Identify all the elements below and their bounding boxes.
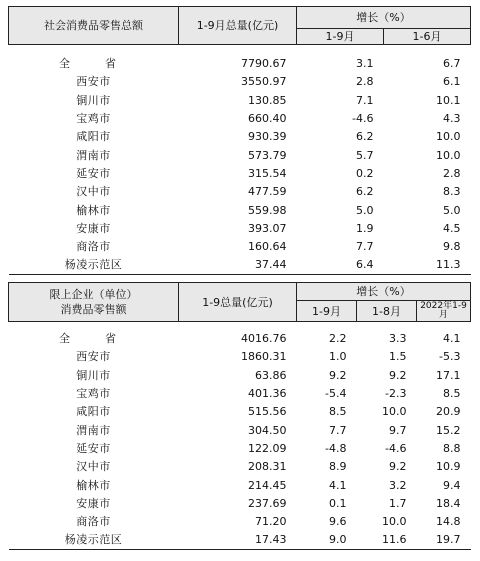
value-cell: 6.1 bbox=[443, 75, 461, 89]
table1-total-header: 1-9月总量(亿元) bbox=[179, 7, 297, 45]
value-cell: 573.79 bbox=[248, 148, 287, 162]
value-cell: 2.8 bbox=[443, 166, 461, 180]
value-cell: 6.4 bbox=[297, 256, 384, 274]
value-cell: 8.8 bbox=[443, 441, 461, 455]
table-row bbox=[9, 219, 471, 237]
region-cell: 商洛市 bbox=[76, 515, 111, 529]
value-cell: 71.20 bbox=[255, 515, 287, 529]
value-cell: 7.7 bbox=[329, 423, 347, 437]
region-cell: 延安市 bbox=[76, 441, 111, 455]
value-cell: 5.7 bbox=[356, 148, 374, 162]
table2-col-2022-1-9: 2022年1-9月 bbox=[417, 301, 471, 322]
value-cell: 10.1 bbox=[436, 93, 461, 107]
value-cell: 401.36 bbox=[248, 387, 287, 401]
table-row bbox=[9, 256, 471, 274]
above-quota-sales-table bbox=[8, 282, 471, 550]
region-cell: 延安市 bbox=[76, 166, 111, 180]
value-cell: 8.3 bbox=[443, 185, 461, 199]
value-cell: 1.0 bbox=[329, 350, 347, 364]
region-cell: 宝鸡市 bbox=[76, 112, 111, 126]
value-cell: 214.45 bbox=[248, 478, 287, 492]
value-cell: 6.7 bbox=[443, 57, 461, 71]
value-cell: -5.3 bbox=[439, 350, 461, 364]
value-cell: 6.2 bbox=[356, 185, 374, 199]
table-row bbox=[9, 494, 471, 512]
value-cell: 4.1 bbox=[329, 478, 347, 492]
value-cell: 9.2 bbox=[329, 368, 347, 382]
table-row bbox=[9, 91, 471, 109]
table-row bbox=[9, 348, 471, 366]
value-cell: 3.2 bbox=[389, 478, 407, 492]
value-cell: 2.2 bbox=[329, 332, 347, 346]
value-cell: 515.56 bbox=[248, 405, 287, 419]
value-cell: 8.5 bbox=[329, 405, 347, 419]
region-cell: 西安市 bbox=[76, 75, 111, 89]
value-cell: 14.8 bbox=[436, 515, 461, 529]
region-cell: 汉中市 bbox=[76, 185, 111, 199]
table2-title-line2: 消费品零售额 bbox=[60, 303, 127, 316]
table-row bbox=[9, 512, 471, 530]
value-cell: 8.5 bbox=[443, 387, 461, 401]
value-cell: 304.50 bbox=[248, 423, 287, 437]
value-cell: 660.40 bbox=[248, 112, 287, 126]
value-cell: 10.0 bbox=[436, 148, 461, 162]
value-cell: 0.2 bbox=[356, 166, 374, 180]
region-cell: 商洛市 bbox=[76, 240, 111, 254]
value-cell: 10.0 bbox=[382, 405, 407, 419]
value-cell: 1.5 bbox=[389, 350, 407, 364]
table-row bbox=[9, 421, 471, 439]
value-cell: 11.6 bbox=[357, 531, 417, 549]
value-cell: 9.0 bbox=[297, 531, 357, 549]
value-cell: 7.1 bbox=[356, 93, 374, 107]
value-cell: 477.59 bbox=[248, 185, 287, 199]
table2-title bbox=[9, 283, 179, 322]
value-cell: 4.3 bbox=[443, 112, 461, 126]
value-cell: 7790.67 bbox=[241, 57, 287, 71]
table-row bbox=[9, 366, 471, 384]
region-cell: 榆林市 bbox=[76, 203, 111, 217]
table-row bbox=[9, 146, 471, 164]
value-cell: 10.0 bbox=[436, 130, 461, 144]
value-cell: -4.6 bbox=[385, 441, 407, 455]
value-cell: 9.8 bbox=[443, 240, 461, 254]
value-cell: 1.7 bbox=[389, 496, 407, 510]
region-cell: 咸阳市 bbox=[76, 130, 111, 144]
table-row bbox=[9, 237, 471, 255]
value-cell: 1.9 bbox=[356, 221, 374, 235]
region-cell: 铜川市 bbox=[76, 93, 111, 107]
value-cell: 7.7 bbox=[356, 240, 374, 254]
table-row bbox=[9, 384, 471, 402]
table-row bbox=[9, 128, 471, 146]
table-row bbox=[9, 73, 471, 91]
table2-title-line1: 限上企业（单位） bbox=[49, 288, 138, 301]
value-cell: 11.3 bbox=[384, 256, 471, 274]
region-cell: 全 省 bbox=[59, 57, 128, 71]
region-cell: 铜川市 bbox=[76, 368, 111, 382]
value-cell: 3550.97 bbox=[241, 75, 287, 89]
table-row bbox=[9, 183, 471, 201]
value-cell: 4.5 bbox=[443, 221, 461, 235]
table1-title: 社会消费品零售总额 bbox=[9, 7, 179, 45]
value-cell: 2.8 bbox=[356, 75, 374, 89]
region-cell: 安康市 bbox=[76, 221, 111, 235]
value-cell: 9.4 bbox=[443, 478, 461, 492]
value-cell: 4016.76 bbox=[241, 332, 287, 346]
region-cell: 渭南市 bbox=[76, 423, 111, 437]
table-row bbox=[9, 403, 471, 421]
region-cell: 西安市 bbox=[76, 350, 111, 364]
value-cell: 930.39 bbox=[248, 130, 287, 144]
region-cell: 榆林市 bbox=[76, 478, 111, 492]
region-cell: 全 省 bbox=[59, 332, 128, 346]
value-cell: 3.3 bbox=[389, 332, 407, 346]
value-cell: 160.64 bbox=[248, 240, 287, 254]
value-cell: 5.0 bbox=[443, 203, 461, 217]
table2-growth-header: 增长（%） bbox=[297, 283, 471, 301]
region-cell: 宝鸡市 bbox=[76, 387, 111, 401]
value-cell: 0.1 bbox=[329, 496, 347, 510]
value-cell: 208.31 bbox=[248, 460, 287, 474]
table-row bbox=[9, 439, 471, 457]
table-row bbox=[9, 330, 471, 348]
region-cell: 杨凌示范区 bbox=[9, 531, 179, 549]
value-cell: 315.54 bbox=[248, 166, 287, 180]
value-cell: 9.2 bbox=[389, 368, 407, 382]
value-cell: -5.4 bbox=[325, 387, 347, 401]
value-cell: 393.07 bbox=[248, 221, 287, 235]
table1-col-1-6: 1-6月 bbox=[384, 29, 471, 45]
value-cell: 5.0 bbox=[356, 203, 374, 217]
region-cell: 安康市 bbox=[76, 496, 111, 510]
value-cell: 130.85 bbox=[248, 93, 287, 107]
value-cell: 15.2 bbox=[436, 423, 461, 437]
value-cell: 9.7 bbox=[389, 423, 407, 437]
value-cell: 19.7 bbox=[417, 531, 471, 549]
table2-total-header: 1-9总量(亿元) bbox=[179, 283, 297, 322]
region-cell: 咸阳市 bbox=[76, 405, 111, 419]
value-cell: 1860.31 bbox=[241, 350, 287, 364]
value-cell: 9.6 bbox=[329, 515, 347, 529]
value-cell: 6.2 bbox=[356, 130, 374, 144]
value-cell: 237.69 bbox=[248, 496, 287, 510]
table-row bbox=[9, 531, 471, 549]
value-cell: 10.0 bbox=[382, 515, 407, 529]
table-row bbox=[9, 476, 471, 494]
table-row bbox=[9, 201, 471, 219]
value-cell: 8.9 bbox=[329, 460, 347, 474]
region-cell: 渭南市 bbox=[76, 148, 111, 162]
value-cell: 17.43 bbox=[179, 531, 297, 549]
value-cell: 20.9 bbox=[436, 405, 461, 419]
value-cell: 4.1 bbox=[443, 332, 461, 346]
retail-sales-table bbox=[8, 6, 471, 275]
value-cell: 37.44 bbox=[179, 256, 297, 274]
region-cell: 汉中市 bbox=[76, 460, 111, 474]
value-cell: -2.3 bbox=[385, 387, 407, 401]
table1-growth-header: 增长（%） bbox=[297, 7, 471, 29]
value-cell: 18.4 bbox=[436, 496, 461, 510]
table2-col-1-8: 1-8月 bbox=[357, 301, 417, 322]
value-cell: 10.9 bbox=[436, 460, 461, 474]
value-cell: 17.1 bbox=[436, 368, 461, 382]
value-cell: 559.98 bbox=[248, 203, 287, 217]
table-row bbox=[9, 458, 471, 476]
value-cell: 122.09 bbox=[248, 441, 287, 455]
table-row bbox=[9, 109, 471, 127]
value-cell: -4.6 bbox=[352, 112, 374, 126]
table-row bbox=[9, 164, 471, 182]
table1-col-1-9: 1-9月 bbox=[297, 29, 384, 45]
table-row bbox=[9, 55, 471, 73]
value-cell: -4.8 bbox=[325, 441, 347, 455]
value-cell: 3.1 bbox=[356, 57, 374, 71]
value-cell: 63.86 bbox=[255, 368, 287, 382]
region-cell: 杨凌示范区 bbox=[9, 256, 179, 274]
value-cell: 9.2 bbox=[389, 460, 407, 474]
table2-col-1-9: 1-9月 bbox=[297, 301, 357, 322]
